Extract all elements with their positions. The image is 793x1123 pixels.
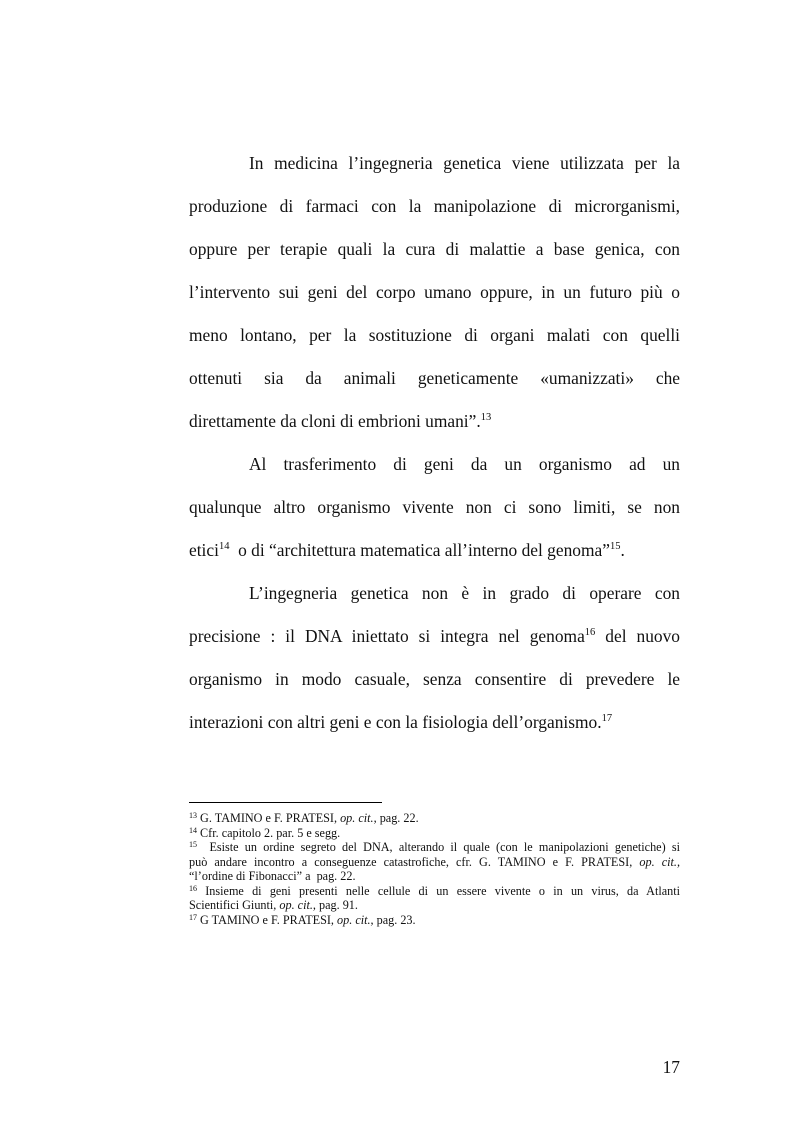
- paragraph-2-line-1: Al trasferimento di geni da un organismo ad un: [249, 454, 680, 474]
- paragraph-1-line-2: produzione di farmaci con la manipolazione di microrganismi,: [189, 196, 680, 216]
- paragraph-2-line-2: qualunque altro organismo vivente non ci sono limiti, se non: [189, 497, 680, 517]
- paragraph-3-line-1: L’ingegneria genetica non è in grado di operare con: [249, 583, 680, 603]
- paragraph-2-line-3: etici$^{14}$ o di “architettura matematica all’interno del genoma”$^{15}$.: [189, 540, 625, 560]
- footnote-17: $^{17}$ G TAMINO e F. PRATESI, op. cit., pag. 23.: [189, 913, 416, 927]
- footnote-15-line-1: $^{15}$ Esiste un ordine segreto del DNA, alterando il quale (con le manipolazioni genetiche) si: [189, 840, 680, 854]
- paragraph-3-line-4: interazioni con altri geni e con la fisiologia dell’organismo.$^{17}$: [189, 712, 613, 732]
- footnote-16-line-1: $^{16}$ Insieme di geni presenti nelle cellule di un essere vivente o in un virus, da Atlanti: [189, 884, 680, 898]
- paragraph-3-line-2: precisione : il DNA iniettato si integra nel genoma$^{16}$ del nuovo: [189, 626, 681, 646]
- footnote-ref-15: 15: [609, 541, 621, 552]
- paragraph-1-line-7: direttamente da cloni di embrioni umani”.$^{13}$: [189, 411, 492, 431]
- footnote-16-line-2: Scientifici Giunti, op. cit., pag. 91.: [189, 898, 358, 912]
- page-number: 17: [662, 1057, 680, 1077]
- footnote-separator: [189, 802, 382, 803]
- footnote-13: $^{13}$ G. TAMINO e F. PRATESI, op. cit., pag. 22.: [189, 811, 419, 825]
- footnote-15-line-2: può andare incontro a conseguenze catastrofiche, cfr. G. TAMINO e F. PRATESI, op. cit.,: [189, 855, 680, 869]
- footnote-15-line-3: “l’ordine di Fibonacci” a pag. 22.: [189, 869, 356, 883]
- footnote-ref-16: 16: [584, 627, 596, 638]
- paragraph-1-line-3: oppure per terapie quali la cura di malattie a base genica, con: [189, 239, 680, 259]
- footnote-ref-14: 14: [218, 541, 230, 552]
- footnote-14: $^{14}$ Cfr. capitolo 2. par. 5 e segg.: [189, 826, 341, 840]
- paragraph-3-line-3: organismo in modo casuale, senza consentire di prevedere le: [189, 669, 680, 689]
- paragraph-1-line-5: meno lontano, per la sostituzione di organi malati con quelli: [189, 325, 680, 345]
- paragraph-1-line-6: ottenuti sia da animali geneticamente «umanizzati» che: [189, 368, 680, 388]
- footnote-ref-17: 17: [601, 713, 613, 724]
- paragraph-1-line-4: l’intervento sui geni del corpo umano oppure, in un futuro più o: [189, 282, 680, 302]
- paragraph-1-line-1: In medicina l’ingegneria genetica viene utilizzata per la: [249, 153, 680, 173]
- footnote-ref-13: 13: [480, 412, 492, 423]
